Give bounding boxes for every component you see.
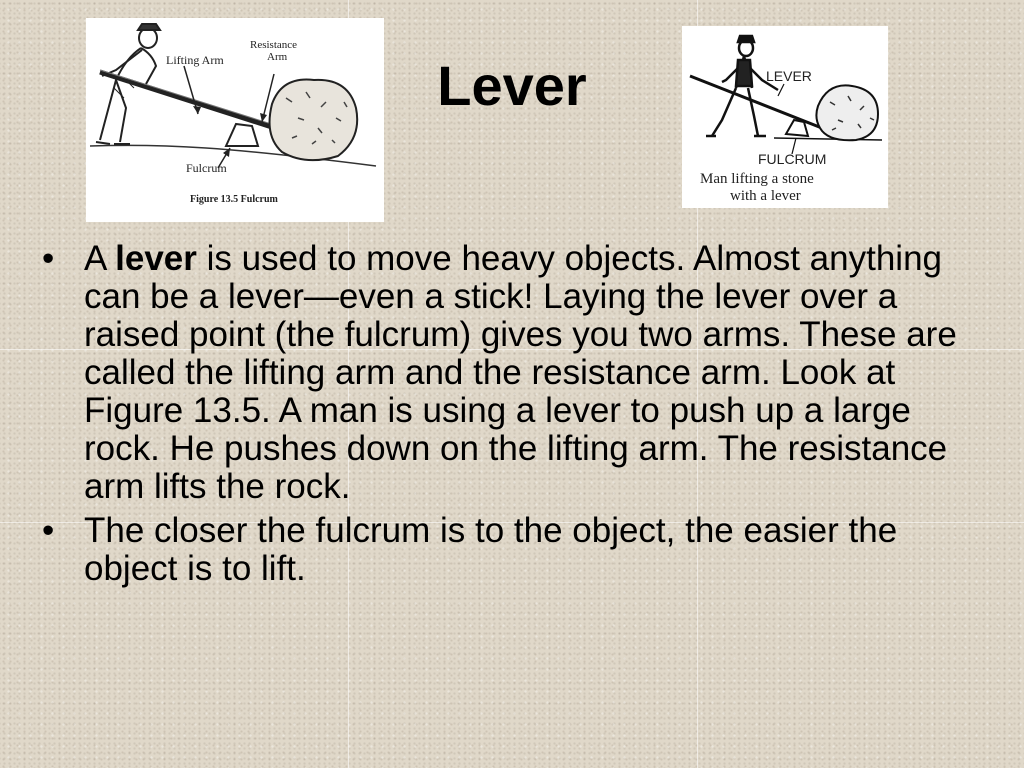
bullet-item	[40, 512, 990, 588]
bullet-text-rest: is used to move heavy objects. Almost anything can be a lever—even a stick! Laying the lever over a raised point (the fulcrum) gives you two arms. These are called the lifting arm and the resistance arm. Look at Figure 13.5. A man is using a lever to push up a large rock. He pushes down on the lifting arm. The resistance arm lifts the rock.	[84, 239, 957, 506]
label-lever: LEVER	[766, 68, 812, 84]
bullet-text-bold: lever	[115, 239, 197, 278]
figure-caption-line1: Man lifting a stone	[700, 171, 814, 187]
lever-figure-right	[682, 26, 888, 208]
slide-title: Lever	[437, 54, 587, 117]
figure-caption: Figure 13.5 Fulcrum	[190, 194, 278, 205]
label-lifting-arm: Lifting Arm	[166, 53, 224, 67]
bullet-marker: •	[42, 511, 55, 550]
man-figure	[96, 24, 160, 144]
label-resistance: Resistance	[250, 39, 298, 51]
label-fulcrum: Fulcrum	[186, 161, 227, 175]
bullet-text-prefix: A	[84, 239, 116, 278]
bullet-item	[40, 240, 990, 506]
bullet-marker: •	[42, 239, 55, 278]
lever-illustration-left	[86, 18, 384, 222]
label-resistance-arm: Arm	[267, 51, 288, 63]
lever-figure-left	[86, 18, 384, 222]
bullet-text: The closer the fulcrum is to the object, the easier the object is to lift.	[84, 511, 898, 588]
label-fulcrum: FULCRUM	[758, 151, 827, 167]
figure-caption-line2: with a lever	[730, 188, 801, 204]
slide-body	[40, 240, 990, 594]
